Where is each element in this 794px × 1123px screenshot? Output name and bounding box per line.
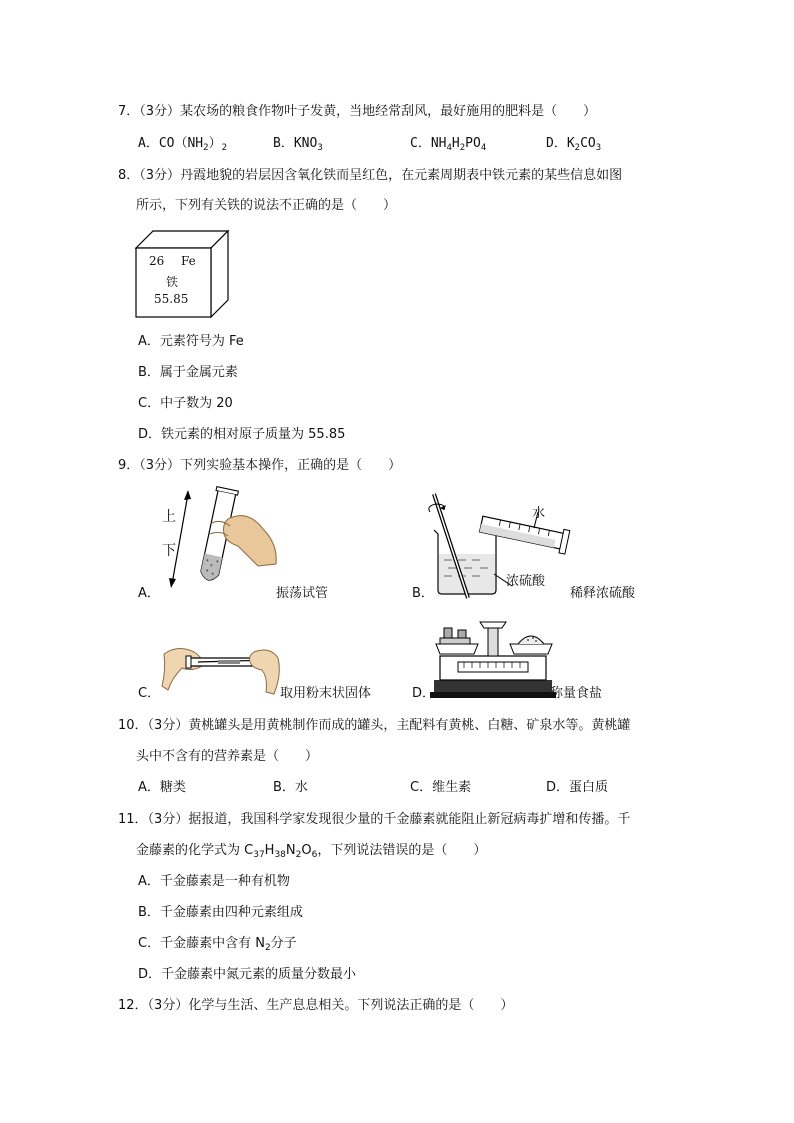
figure-powder-solid [158, 634, 283, 698]
question-8-option-a[interactable]: A．元素符号为 Fe [138, 334, 244, 349]
label-down: 下 [162, 543, 176, 559]
question-9-stem: 9．（3分）下列实验基本操作，正确的是（ ） [118, 458, 402, 473]
atomic-mass: 55.85 [154, 292, 189, 306]
question-8-option-d[interactable]: D．铁元素的相对原子质量为 55.85 [138, 427, 346, 442]
question-9-option-a[interactable]: A． [138, 586, 160, 601]
figure-dilute-acid [428, 490, 578, 600]
question-11-option-c[interactable]: C．千金藤素中含有 $N_2$分子 [138, 936, 297, 953]
element-symbol: Fe [181, 254, 196, 268]
question-7-option-b[interactable]: B．$KNO_3$ [273, 136, 323, 153]
question-10-option-a[interactable]: A．糖类 [138, 780, 186, 795]
question-9-option-c[interactable]: C． [138, 686, 161, 701]
figure-shake-test-tube [158, 484, 283, 596]
caption-c: 取用粉末状固体 [280, 686, 372, 701]
caption-a: 振荡试管 [276, 586, 329, 601]
question-11-stem-line1: 11．（3分）据报道，我国科学家发现很少量的千金藤素就能阻止新冠病毒扩增和传播。千 [118, 812, 631, 827]
question-8-option-b[interactable]: B．属于金属元素 [138, 365, 238, 380]
iron-element-cube [135, 230, 230, 318]
question-7-option-c[interactable]: C．$NH_4H_2PO_4$ [410, 136, 487, 153]
question-9-option-b[interactable]: B． [412, 586, 434, 601]
question-7-stem: 7．（3分）某农场的粮食作物叶子发黄，当地经常刮风，最好施用的肥料是（ ） [118, 104, 597, 119]
label-water: 水 [532, 506, 546, 521]
test-tube-hand-drawing [158, 484, 283, 596]
question-11-option-b[interactable]: B．千金藤素由四种元素组成 [138, 905, 303, 920]
caption-b: 稀释浓硫酸 [570, 586, 636, 601]
question-7-option-a[interactable]: A．$CO(NH_2)_2$ [138, 136, 227, 153]
question-11-stem-line2: 金藤素的化学式为 $C_{37}H_{38}N_2O_6$，下列说法错误的是（ ） [136, 843, 487, 860]
question-8-option-c[interactable]: C．中子数为 20 [138, 396, 233, 411]
question-10-stem-line2: 头中不含有的营养素是（ ） [136, 749, 319, 764]
question-7-option-d[interactable]: D．$K_2CO_3$ [546, 136, 602, 153]
question-11-option-a[interactable]: A．千金藤素是一种有机物 [138, 874, 290, 889]
question-8-stem-line1: 8．（3分）丹霞地貌的岩层因含氧化铁而呈红色，在元素周期表中铁元素的某些信息如图 [118, 168, 623, 183]
label-concentrated-sulfuric-acid: 浓硫酸 [506, 574, 546, 589]
question-10-option-c[interactable]: C．维生素 [410, 780, 472, 795]
balance-scale-drawing [428, 614, 558, 700]
atomic-number: 26 [149, 254, 165, 268]
question-10-stem-line1: 10．（3分）黄桃罐头是用黄桃制作而成的罐头，主配料有黄桃、白糖、矿泉水等。黄桃罐 [118, 718, 631, 733]
question-12-stem: 12．（3分）化学与生活、生产息息相关。下列说法正确的是（ ） [118, 998, 514, 1013]
question-9-option-d[interactable]: D． [412, 686, 436, 701]
figure-weigh-salt [428, 614, 558, 700]
powder-test-tube-drawing [158, 634, 283, 698]
element-name: 铁 [166, 275, 179, 289]
beaker-cylinder-drawing [428, 490, 578, 600]
question-10-option-d[interactable]: D．蛋白质 [546, 780, 609, 795]
label-up: 上 [162, 509, 176, 525]
question-10-option-b[interactable]: B．水 [273, 780, 308, 795]
caption-d: 称量食盐 [550, 686, 603, 701]
question-11-option-d[interactable]: D．千金藤素中氮元素的质量分数最小 [138, 967, 357, 982]
question-8-stem-line2: 所示，下列有关铁的说法不正确的是（ ） [136, 198, 397, 213]
